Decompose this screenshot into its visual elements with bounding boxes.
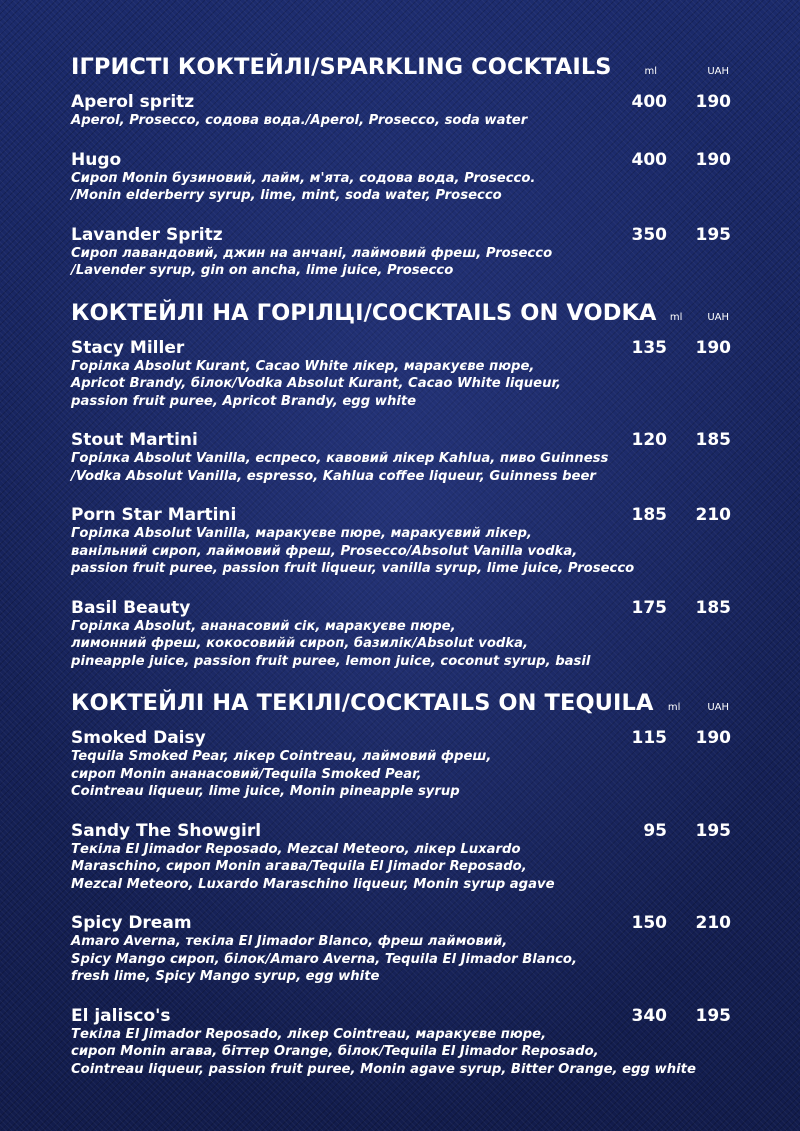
item-price: 190 xyxy=(695,728,731,748)
description-line: Текіла El Jimador Reposado, лікер Cointreau, маракуєве пюре, xyxy=(71,1026,547,1042)
item-volume: 120 xyxy=(631,430,667,450)
item-price: 195 xyxy=(695,820,731,841)
item-description xyxy=(71,933,731,986)
item-volume: 350 xyxy=(631,224,667,245)
description-line: Amaro Averna, текіла El Jimador Blanco, фреш лаймовий, xyxy=(71,934,508,949)
description-line: Apricot Brandy, білок/Vodka Absolut Kurant, Cacao White liqueur, xyxy=(71,376,562,391)
description-line: /Lavender syrup, gin on ancha, lime juice, Prosecco xyxy=(71,263,454,278)
ml-column-label: ml xyxy=(669,311,683,323)
item-price: 185 xyxy=(695,597,731,618)
item-description xyxy=(71,245,731,280)
menu-item-row xyxy=(71,1006,731,1026)
item-price: 190 xyxy=(695,337,731,358)
item-name: Basil Beauty xyxy=(71,597,191,618)
menu-item-row xyxy=(71,338,731,358)
item-volume: 400 xyxy=(631,92,667,112)
item-price: 210 xyxy=(695,913,731,933)
item-description xyxy=(71,112,731,130)
uah-column-label: UAH xyxy=(707,311,729,323)
menu-item xyxy=(71,913,731,986)
menu-item-row xyxy=(71,505,731,525)
item-name: Stacy Miller xyxy=(71,337,185,358)
menu-item-row xyxy=(71,598,731,618)
item-name: Aperol spritz xyxy=(71,92,195,112)
uah-column-label: UAH xyxy=(707,66,729,77)
menu-item-row xyxy=(71,821,731,841)
menu-item xyxy=(71,821,731,894)
item-volume: 135 xyxy=(631,337,667,358)
item-name: Porn Star Martini xyxy=(71,505,237,525)
description-line: /Monin elderberry syrup, lime, mint, soda water, Prosecco xyxy=(71,188,502,203)
menu-section xyxy=(71,300,731,671)
item-description xyxy=(71,450,731,485)
menu-item xyxy=(71,225,731,280)
menu-item-row xyxy=(71,728,731,748)
description-line: Mezcal Meteoro, Luxardo Maraschino liqueur, Monin syrup agave xyxy=(71,876,555,892)
item-price: 185 xyxy=(695,430,731,450)
item-description xyxy=(71,1026,731,1079)
item-description xyxy=(71,841,731,894)
item-description xyxy=(71,748,731,801)
menu-item-row xyxy=(71,430,731,450)
item-volume: 115 xyxy=(631,728,667,748)
description-line: Горілка Absolut Vanilla, маракуєве пюре, маракуєвий лікер, xyxy=(71,526,532,541)
description-line: Горілка Absolut Vanilla, еспресо, кавовий лікер Kahlua, пиво Guinness xyxy=(71,451,609,466)
item-volume: 175 xyxy=(631,597,667,618)
item-description xyxy=(71,170,731,205)
item-name: Spicy Dream xyxy=(71,913,192,933)
section-title: КОКТЕЙЛІ НА ГОРІЛЦІ/COCKTAILS ON VODKA xyxy=(71,299,657,326)
item-name: Smoked Daisy xyxy=(71,728,206,748)
description-line: passion fruit puree, Apricot Brandy, egg white xyxy=(71,393,417,409)
menu xyxy=(71,54,731,1098)
item-volume: 340 xyxy=(631,1005,667,1026)
menu-item xyxy=(71,598,731,671)
item-name: Sandy The Showgirl xyxy=(71,820,262,841)
section-header xyxy=(71,690,731,728)
menu-item-row xyxy=(71,913,731,933)
item-price: 210 xyxy=(695,505,731,525)
description-line: Tequila Smoked Pear, лікер Cointreau, лаймовий фреш, xyxy=(71,749,492,764)
description-line: Cointreau liqueur, lime juice, Monin pineapple syrup xyxy=(71,784,460,799)
description-line: сироп Monin агава, біттер Orange, білок/Tequila El Jimador Reposado, xyxy=(71,1044,599,1059)
description-line: Aperol, Prosecco, содова вода./Aperol, Prosecco, soda water xyxy=(71,113,528,128)
item-name: El jalisco's xyxy=(71,1005,171,1026)
description-line: Горілка Absolut, ананасовий сік, маракуєве пюре, xyxy=(71,618,456,634)
menu-section xyxy=(71,54,731,280)
section-header xyxy=(71,54,731,92)
description-line: Текіла El Jimador Reposado, Mezcal Meteoro, лікер Luxardo xyxy=(71,841,521,857)
item-name: Lavander Spritz xyxy=(71,224,223,245)
item-name: Hugo xyxy=(71,149,122,170)
description-line: Spicy Mango сироп, білок/Amaro Averna, Tequila El Jimador Blanco, xyxy=(71,951,577,967)
description-line: /Vodka Absolut Vanilla, espresso, Kahlua coffee liqueur, Guinness beer xyxy=(71,468,596,484)
menu-item xyxy=(71,1006,731,1079)
section-header xyxy=(71,300,731,338)
section-title: ІГРИСТІ КОКТЕЙЛІ/SPARKLING COCKTAILS xyxy=(71,54,612,80)
item-description xyxy=(71,525,731,578)
menu-item-row xyxy=(71,150,731,170)
description-line: Сироп Monin бузиновий, лайм, м'ята, содова вода, Prosecco. xyxy=(71,170,536,186)
description-line: Cointreau liqueur, passion fruit puree, Monin agave syrup, Bitter Orange, egg white xyxy=(71,1061,696,1077)
item-price: 190 xyxy=(695,92,731,112)
item-price: 195 xyxy=(695,1005,731,1026)
description-line: pineapple juice, passion fruit puree, lemon juice, coconut syrup, basil xyxy=(71,653,591,669)
menu-item xyxy=(71,505,731,578)
ml-column-label: ml xyxy=(667,702,681,713)
menu-item xyxy=(71,92,731,130)
description-line: fresh lime, Spicy Mango syrup, egg white xyxy=(71,969,380,984)
item-price: 190 xyxy=(695,149,731,170)
description-line: сироп Monin ананасовий/Tequila Smoked Pear, xyxy=(71,766,422,782)
uah-column-label: UAH xyxy=(707,702,729,713)
menu-item-row xyxy=(71,92,731,112)
item-volume: 95 xyxy=(643,820,667,841)
item-volume: 185 xyxy=(631,505,667,525)
menu-item xyxy=(71,728,731,801)
menu-item xyxy=(71,150,731,205)
item-price: 195 xyxy=(695,224,731,245)
description-line: Maraschino, сироп Monin агава/Tequila El Jimador Reposado, xyxy=(71,859,527,874)
menu-item-row xyxy=(71,225,731,245)
ml-column-label: ml xyxy=(644,66,657,77)
description-line: Сироп лавандовий, джин на анчані, лаймовий фреш, Prosecco xyxy=(71,245,553,261)
section-title: КОКТЕЙЛІ НА ТЕКІЛІ/COCKTAILS ON TEQUILA xyxy=(71,690,654,716)
description-line: лимонний фреш, кокосовийй сироп, базилік/Absolut vodka, xyxy=(71,636,529,651)
menu-item xyxy=(71,338,731,411)
item-volume: 400 xyxy=(631,149,667,170)
description-line: ванільний сироп, лаймовий фреш, Prosecco/Absolut Vanilla vodka, xyxy=(71,543,578,559)
description-line: passion fruit puree, passion fruit liqueur, vanilla syrup, lime juice, Prosecco xyxy=(71,561,635,576)
item-description xyxy=(71,618,731,671)
menu-section xyxy=(71,690,731,1078)
item-description xyxy=(71,358,731,411)
description-line: Горілка Absolut Kurant, Cacao White лікер, маракуєве пюре, xyxy=(71,358,535,374)
menu-item xyxy=(71,430,731,485)
item-name: Stout Martini xyxy=(71,430,198,450)
item-volume: 150 xyxy=(631,913,667,933)
